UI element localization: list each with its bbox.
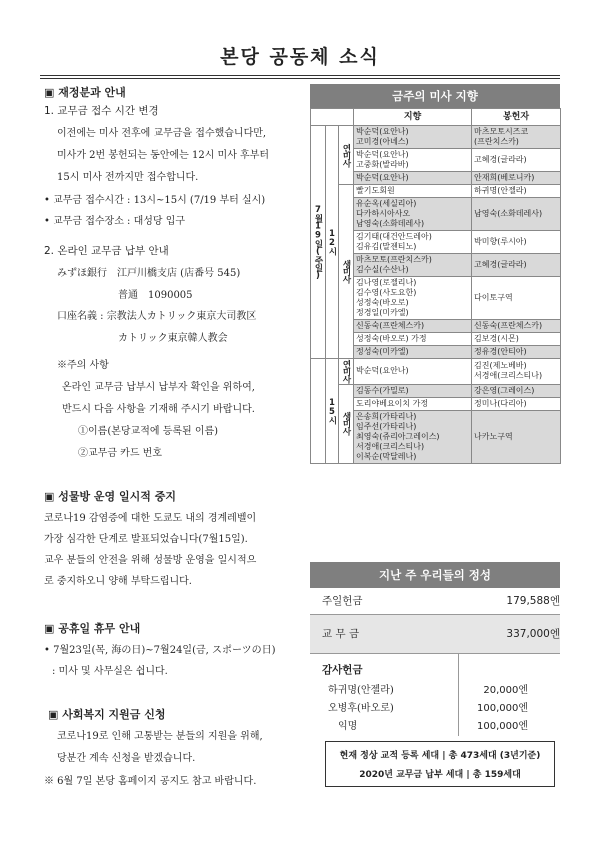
offerer-cell: 정미나(다리아) <box>472 397 561 410</box>
welfare-body-1: 코로나19로 인해 고통받는 분들의 지원을 위해, <box>57 731 263 742</box>
summary-box <box>325 741 555 787</box>
offerer-cell: 남영숙(소화데레사) <box>472 198 561 231</box>
mass-section <box>310 84 560 464</box>
date-spacer <box>311 359 326 464</box>
offerer-cell: 마츠모토시즈코 (프란치스카) <box>472 126 561 149</box>
table-row <box>311 384 561 397</box>
group-yeonmi-label: 연미사 <box>339 126 354 185</box>
s1-body-3: 15시 미사 전까지만 접수합니다. <box>57 172 199 183</box>
sunday-value: 179,588엔 <box>506 595 560 607</box>
intention-cell: 박순덕(요안나) 고중화(발라바) <box>354 149 472 172</box>
thanks-value-1: 20,000엔 <box>483 685 528 696</box>
thanks-name-2: 오병후(바오로) <box>328 703 394 714</box>
group-yeonmi-label: 연미사 <box>339 359 354 385</box>
mass-header-row <box>311 109 561 126</box>
tithe-label: 교 무 금 <box>322 628 360 640</box>
offerer-cell: 신동숙(프란체스카) <box>472 320 561 333</box>
date-label: 7월19일(주일) <box>311 126 326 359</box>
account-holder-2: カトリック東京韓人教会 <box>118 333 228 344</box>
sanctuary-body-3: 교우 분들의 안전을 위해 성물방 운영을 일시적으 <box>44 555 257 566</box>
mass-table <box>310 108 561 464</box>
note-item-1: ①이름(본당교적에 등록된 이름) <box>78 426 219 437</box>
s1-title: 1. 교무금 접수 시간 변경 <box>44 105 159 117</box>
s1-place: • 교무금 접수장소 : 대성당 입구 <box>44 216 186 227</box>
thanks-value-3: 100,000엔 <box>476 721 528 732</box>
holiday-line-2: : 미사 및 사무실은 쉽니다. <box>52 666 168 677</box>
table-row <box>311 126 561 149</box>
sanctuary-heading: ▣ 성물방 운영 일시적 중지 <box>44 490 176 503</box>
note-item-2: ②교무금 카드 번호 <box>78 448 162 459</box>
welfare-heading: ▣ 사회복지 지원금 신청 <box>48 708 166 721</box>
thanks-label: 감사헌금 <box>322 664 363 676</box>
offerer-cell: 정유경(안티아) <box>472 346 561 359</box>
account-number: 普通 1090005 <box>118 290 193 301</box>
offerer-cell: 고혜경(글라라) <box>472 254 561 277</box>
intention-cell: 빨기도회원 <box>354 185 472 198</box>
intention-cell: 은송희(가타리나) 임주선(가타리나) 최영숙(쥬리아그레이스) 서경애(크리스티나) 이복순(막달레나) <box>354 410 472 463</box>
offerer-cell: 나카노구역 <box>472 410 561 463</box>
welfare-body-2: 당분간 계속 신청을 받겠습니다. <box>57 753 196 764</box>
intention-cell: 박순덕(요안나) <box>354 172 472 185</box>
table-row <box>311 185 561 198</box>
intention-cell: 도리야베요이치 가정 <box>354 397 472 410</box>
sanctuary-body-4: 로 중지하오니 양해 부탁드립니다. <box>44 576 192 587</box>
note-heading: ※주의 사항 <box>57 360 109 371</box>
group-saengmi-label: 생미사 <box>339 185 354 359</box>
time-15-label: 15시 <box>326 359 339 464</box>
welfare-note: ※ 6월 7일 본당 홈페이지 공지도 참고 바랍니다. <box>44 776 257 787</box>
intention-cell: 성정숙(바오로) 가정 <box>354 333 472 346</box>
holiday-line-1: • 7월23일(목, 海の日)~7월24일(금, スポーツの日) <box>44 645 276 656</box>
s2-title: 2. 온라인 교무금 납부 안내 <box>44 245 169 257</box>
bank-name: みずほ銀行 江戸川橋支店 (店番号 545) <box>57 268 241 279</box>
holiday-heading: ▣ 공휴일 휴무 안내 <box>44 622 141 635</box>
tithe-row <box>310 615 560 654</box>
col-intention: 지향 <box>354 109 472 126</box>
summary-line-2: 2020년 교무금 납부 세대 | 총 159세대 <box>359 770 521 780</box>
finance-heading: ▣ 재정분과 안내 <box>44 86 126 99</box>
intention-cell: 김나영(로젤리나) 김수영(사도요한) 성정숙(바오로) 정경일(미카엘) <box>354 277 472 320</box>
intention-cell: 정성숙(미카엘) <box>354 346 472 359</box>
offerer-cell: 강은영(그레이스) <box>472 384 561 397</box>
col-offerer: 봉헌자 <box>472 109 561 126</box>
intention-cell: 유순옥(세실리아) 다카하시아사오 남영숙(소화데레사) <box>354 198 472 231</box>
group-saengmi-label: 생미사 <box>339 384 354 463</box>
thanks-value-2: 100,000엔 <box>476 703 528 714</box>
account-holder-1: 口座名義 : 宗教法人カトリック東京大司教区 <box>57 311 257 322</box>
thanks-divider <box>458 654 459 736</box>
thanks-name-3: 익명 <box>338 721 358 732</box>
note-body-1: 온라인 교무금 납부시 납부자 확인을 위하여, <box>62 382 255 393</box>
intention-cell: 박순덕(요안나) <box>354 359 472 385</box>
mass-title: 금주의 미사 지향 <box>310 84 560 108</box>
summary-line-1: 현재 정상 교적 등록 세대 | 총 473세대 (3년기준) <box>339 751 541 761</box>
intention-cell: 박순덕(요안나) 고미경(아녜스) <box>354 126 472 149</box>
title-rule <box>40 75 560 79</box>
table-row <box>311 359 561 385</box>
offerer-cell: 다이토구역 <box>472 277 561 320</box>
page-title: 본당 공동체 소식 <box>220 46 380 68</box>
s1-body-2: 미사가 2번 봉헌되는 동안에는 12시 미사 후부터 <box>57 150 270 161</box>
offerer-cell: 박미향(루시아) <box>472 231 561 254</box>
offerer-cell: 김보경(시몬) <box>472 333 561 346</box>
thanks-name-1: 하귀명(안젤라) <box>328 685 394 696</box>
offerer-cell: 하귀명(안젤라) <box>472 185 561 198</box>
intention-cell: 김기태(대건안드레아) 김유김(말젠티노) <box>354 231 472 254</box>
offerer-cell: 고혜경(글라라) <box>472 149 561 172</box>
sunday-row <box>310 588 560 615</box>
offering-title: 지난 주 우리들의 정성 <box>310 562 560 588</box>
note-body-2: 반드시 다음 사항을 기재해 주시기 바랍니다. <box>62 404 255 415</box>
sunday-label: 주일헌금 <box>322 595 363 607</box>
sanctuary-body-2: 가장 심각한 단계로 발표되었습니다(7월15일). <box>44 534 248 545</box>
sanctuary-body-1: 코로나19 감염증에 대한 도쿄도 내의 경계레벨이 <box>44 513 257 524</box>
s1-time: • 교무금 접수시간 : 13시~15시 (7/19 부터 실시) <box>44 195 266 206</box>
tithe-value: 337,000엔 <box>506 628 560 640</box>
intention-cell: 김동수(가밀로) <box>354 384 472 397</box>
time-12-label: 12시 <box>326 126 339 359</box>
s1-body-1: 이전에는 미사 전후에 교무금을 접수했습니다만, <box>57 128 267 139</box>
intention-cell: 신동숙(프란체스카) <box>354 320 472 333</box>
offerer-cell: 김진(제노베바) 서경애(크리스티나) <box>472 359 561 385</box>
thanks-block <box>310 654 560 736</box>
intention-cell: 마츠모토(프란치스카) 김수실(수산나) <box>354 254 472 277</box>
offering-section <box>310 562 560 736</box>
offerer-cell: 안재희(베로니카) <box>472 172 561 185</box>
